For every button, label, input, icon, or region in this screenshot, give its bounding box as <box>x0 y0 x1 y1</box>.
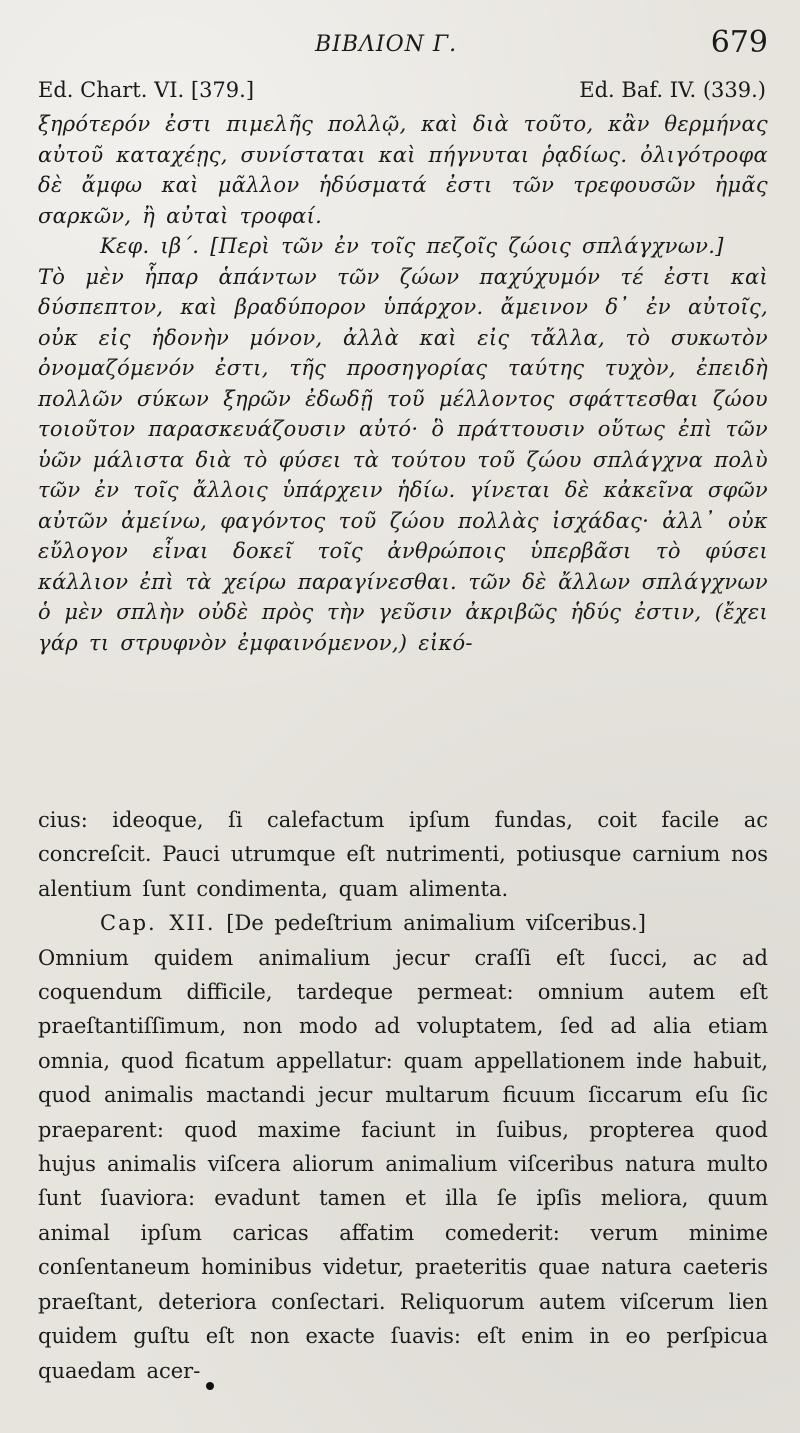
latin-paragraph-2: Omnium quidem animalium jecur craſſi eſt ſucci, ac ad coquendum difficile, tardeque permeat: omnium autem eſt praeſtantiſſimum, non modo ad voluptatem, ſed ad alia etiam omnia, quod ficatum appellatur: quam appellationem inde habuit, quod animalis mactandi jecur multarum ficuum ſiccarum eſu ſic praeparent: quod maxime faciunt in ſuibus, propterea quod hujus animalis viſcera aliorum animalium viſceribus natura multo ſunt ſuaviora: evadunt tamen et illa ſe ipſis meliora, quum animal ipſum caricas affatim comederit: verum minime conſentaneum hominibus videtur, praeteritis quae natura caeteris praeſtant, deteriora conſectari. Reliquorum autem viſcerum lien quidem guſtu eſt non exacte ſuavis: eſt enim in eo perſpicua quaedam acer- <box>38 945 768 1383</box>
latin-chapter-label: Cap. XII. <box>100 911 216 936</box>
section-gap <box>0 742 800 790</box>
greek-text-block <box>38 109 768 658</box>
edition-row <box>38 76 766 104</box>
latin-text-block <box>38 803 768 1388</box>
greek-paragraph-2: Τὸ μὲν ἧπαρ ἁπάντων τῶν ζώων παχύχυμόν τέ ἐστι καὶ δύσπεπτον, καὶ βραδύπορον ὑπάρχον. ἄμεινον δ᾽ ἐν αὐτοῖς, οὐκ εἰς ἡδονὴν μόνον, ἀλλὰ καὶ εἰς τἄλλα, τὸ συκωτὸν ὀνομαζόμενόν ἐστι, τῆς προσηγορίας ταύτης τυχὸν, ἐπειδὴ πολλῶν σύκων ξηρῶν ἐδωδῇ τοῦ μέλλοντος σφάττεσθαι ζώου τοιοῦτον παρασκευάζουσιν αὐτό· ὃ πράττουσιν οὕτως ἐπὶ τῶν ὑῶν μάλιστα διὰ τὸ φύσει τὰ τούτου τοῦ ζώου σπλάγχνα πολὺ τῶν ἐν τοῖς ἄλλοις ὑπάρχειν ἡδίω. γίνεται δὲ κἀκεῖνα σφῶν αὐτῶν ἀμείνω, φαγόντος τοῦ ζώου πολλὰς ἰσχάδας· ἀλλ᾽ οὐκ εὔλογον εἶναι δοκεῖ τοῖς ἀνθρώποις ὑπερβᾶσι τὸ φύσει κάλλιον ἐπὶ τὰ χείρω παραγίνεσθαι. τῶν δὲ ἄλλων σπλάγχνων ὁ μὲν σπλὴν οὐδὲ πρὸς τὴν γεῦσιν ἀκριβῶς ἡδύς ἐστιν, (ἔχει γάρ τι στρυφνὸν ἐμφαινόμενον,) εἰκό- <box>38 264 768 655</box>
latin-chapter-heading <box>38 906 768 940</box>
book-title: ΒΙΒΛΙΟΝ Γ. <box>315 32 458 57</box>
latin-chapter-title: [De pedeſtrium animalium viſceribus.] <box>226 911 646 936</box>
greek-paragraph-1: ξηρότερόν ἐστι πιμελῆς πολλῷ, καὶ διὰ τοῦτο, κἂν θερμήνας αὐτοῦ καταχέῃς, συνίσταται καὶ πήγνυται ῥᾳδίως. ὀλιγότροφα δὲ ἄμφω καὶ μᾶλλον ἡδύσματά ἐστι τῶν τρεφουσῶν ἡμᾶς σαρκῶν, ἢ αὐταὶ τροφαί. <box>38 112 768 228</box>
right-edition-reference: Ed. Baf. IV. (339.) <box>579 78 766 102</box>
greek-chapter-heading: Κεφ. ιβ΄. [Περὶ τῶν ἐν τοῖς πεζοῖς ζώοις σπλάγχνων.] <box>100 234 724 258</box>
page-number: 679 <box>710 25 768 60</box>
ink-speck <box>206 1382 214 1390</box>
latin-paragraph-1: cius: ideoque, ſi calefactum ipſum fundas, coit facile ac concreſcit. Pauci utrumque eſt nutrimenti, potiusque carnium nos alentium ſunt condimenta, quam alimenta. <box>38 808 768 901</box>
running-head <box>0 25 800 64</box>
left-edition-reference: Ed. Chart. VI. [379.] <box>38 78 255 102</box>
